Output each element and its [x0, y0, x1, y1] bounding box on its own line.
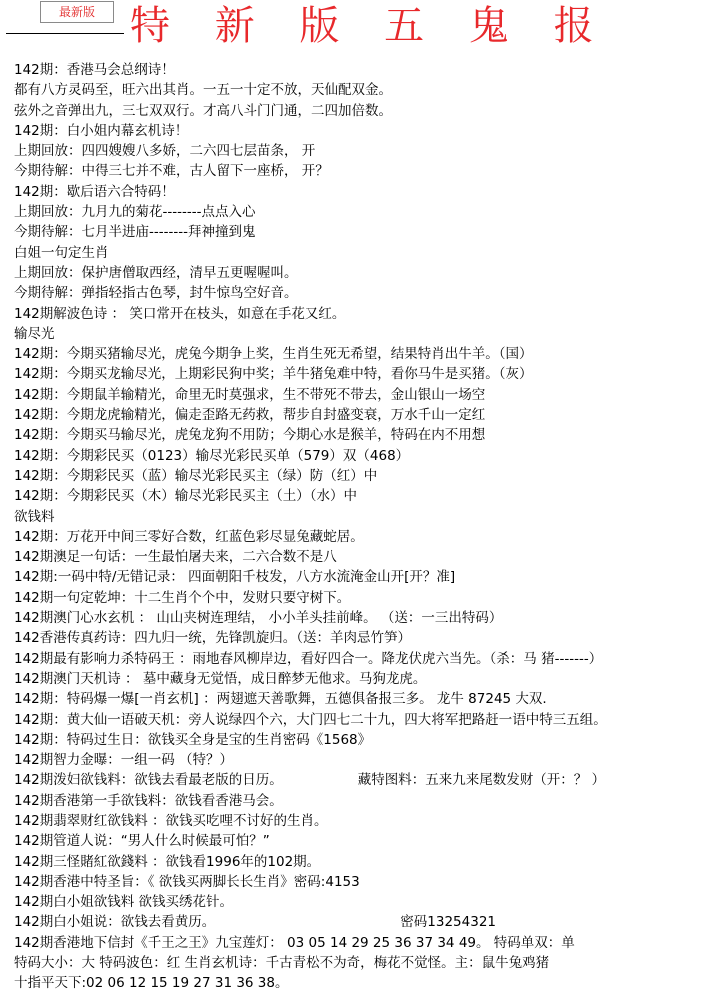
text-line: 142期解波色诗 ： 笑口常开在枝头，如意在手花又红。 — [14, 305, 346, 322]
text-line: 142期：香港马会总纲诗！ — [14, 62, 175, 78]
text-line: 今期待解：弹指轻指古色琴，封牛惊鸟空好音。 — [14, 285, 298, 302]
text-line: 弦外之音弹出九，三七双双行。才高八斗门门通，二四加倍数。 — [14, 102, 392, 119]
text-line: 都有八方灵码至，旺六出其肖。一五一十定不放，天仙配双金。 — [14, 82, 392, 99]
text-line: 142期：万花开中间三零好合数，红蓝色彩尽显兔藏蛇居。 — [14, 528, 364, 545]
text-line: 142期：今期买猪输尽光，虎兔今期争上奖，生肖生死无希望，结果特肖出牛羊。（国） — [14, 346, 533, 363]
article-body — [14, 60, 719, 994]
text-line — [14, 770, 719, 790]
text-line: 142期三怪賭紅欲錢料 ：欲钱看1996年的102期。 — [14, 853, 321, 870]
latest-version-badge: 最新版 — [40, 1, 114, 23]
text-line: 142期香港第一手欲钱料：欲钱看香港马会。 — [14, 792, 283, 809]
text-line: 欲钱料 — [14, 508, 55, 525]
text-line: 142期：今期彩民买（蓝）输尽光彩民买主（绿）防（红）中 — [14, 467, 378, 484]
text-line: 上期回放：保护唐僧取西经，清早五更喔喔叫。 — [14, 264, 298, 281]
text-line — [14, 912, 719, 932]
text-line: 142期：今期彩民买（木）输尽光彩民买主（土）（水）中 — [14, 488, 358, 505]
text-segment: 密码13254321 — [400, 914, 496, 931]
text-line: 142期：歇后语六合特码！ — [14, 183, 175, 200]
text-line: 特码大小：大 特码波色：红 生肖玄机诗：千古青松不为奇，梅花不觉怪。主：鼠牛兔鸡猪 — [14, 955, 550, 972]
text-line: 142期香港地下信封《千王之王》九宝莲灯： 03 05 14 29 25 36 37 34 49。 特码单双：单 — [14, 934, 575, 951]
text-line: 142期白小姐欲钱料 欲钱买绣花针。 — [14, 894, 234, 911]
text-line: 142期智力金曝：一组一码 （特？） — [14, 752, 234, 769]
text-line: 142期澳门天机诗 ： 墓中藏身无觉悟，成日醉梦无他求。马狗龙虎。 — [14, 670, 427, 687]
text-line: 142期澳门心水玄机 ： 山山夹树连理结， 小小羊头挂前峰。 （送：一三出特码） — [14, 610, 503, 627]
page-title: 特 新 版 五 鬼 报 — [130, 3, 610, 49]
text-line: 142期：今期鼠羊输精光，命里无时莫强求，生不带死不带去，金山银山一场空 — [14, 386, 486, 403]
text-line: 142期:一码中特/无错记录： 四面朝阳千枝发，八方水流淹金山开[开？准] — [14, 569, 456, 586]
text-line: 142期：今期买马输尽光，虎兔龙狗不用防；今期心水是猴羊，特码在内不用想 — [14, 427, 486, 444]
text-line: 142期最有影响力杀特码王 ：雨地春风柳岸边，看好四合一。降龙伏虎六当先。（杀：马 猪-------） — [14, 650, 603, 667]
text-line: 142期香港中特圣旨：《 欲钱买两脚长长生肖》密码:4153 — [14, 873, 360, 890]
text-line: 上期回放：四四嫂嫂八多娇，二六四七层苗条， 开 — [14, 143, 316, 160]
text-line: 142期：今期买龙输尽光，上期彩民狗中奖；羊牛猪兔难中特，看你马牛是买猪。（灰） — [14, 366, 533, 383]
text-line: 输尽光 — [14, 325, 55, 342]
text-line: 142期一句定乾坤：十二生肖个个中，发财只要守树下。 — [14, 589, 351, 606]
text-line: 142期翡翠财红欲钱料 ：欲钱买吃哩不讨好的生肖。 — [14, 812, 328, 829]
text-line: 上期回放：九月九的菊花--------点点入心 — [14, 204, 256, 221]
text-line: 十指平天下:02 06 12 15 19 27 31 36 38。 — [14, 975, 289, 992]
text-line: 142期澳足一句话：一生最怕屠夫来，二六合数不是八 — [14, 549, 337, 566]
text-line: 142期：白小姐内幕玄机诗！ — [14, 122, 189, 139]
text-line: 142期管道人说：“男人什么时候最可怕？” — [14, 833, 270, 850]
text-line: 142期：特码过生日：欲钱买全身是宝的生肖密码《1568》 — [14, 731, 372, 748]
text-line: 142期：今期彩民买（0123）输尽光彩民买单（579）双（468） — [14, 447, 410, 464]
text-line: 142期：黄大仙一语破天机：旁人说绿四个六，大门四七二十九，四大将军把路赶一语中特三五组。 — [14, 711, 607, 728]
text-line: 142期：特码爆一爆[一肖玄机] ：两翅遮天善歌舞，五德俱备报三多。 龙牛 87245 大双. — [14, 691, 547, 708]
text-line: 142香港传真药诗：四九归一统，先锋凯旋归。（送：羊肉忌竹笋） — [14, 630, 412, 647]
text-line: 今期待解：七月半进庙--------拜神撞到鬼 — [14, 224, 256, 241]
header-divider — [6, 33, 124, 34]
text-segment: 142期泼妇欲钱料：欲钱去看最老版的日历。 — [14, 772, 283, 789]
text-segment: 藏特图料：五来九来尾数发财（开：？ ） — [357, 772, 606, 789]
text-line: 今期待解：中得三七并不难，古人留下一座桥， 开？ — [14, 163, 329, 180]
text-line: 白姐一句定生肖 — [14, 244, 109, 261]
text-segment: 142期白小姐说：欲钱去看黄历。 — [14, 914, 216, 931]
text-line: 142期：今期龙虎输精光，偏走歪路无药救，帮步自封盛变衰，万水千山一定红 — [14, 407, 486, 424]
